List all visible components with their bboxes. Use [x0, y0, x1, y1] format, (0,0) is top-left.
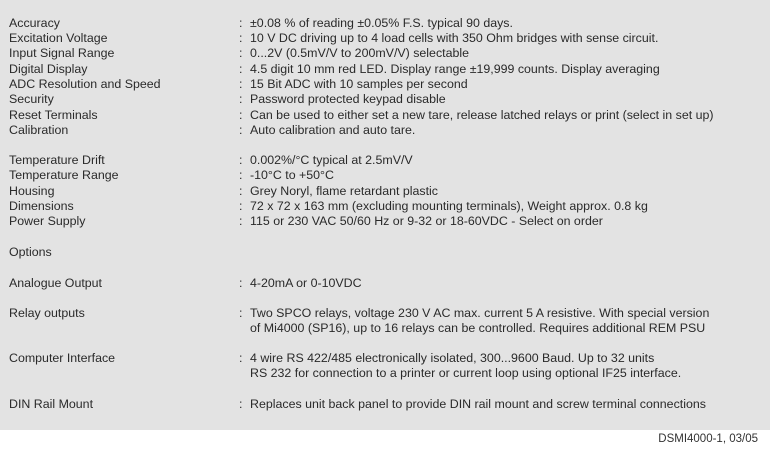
option-value-line: of Mi4000 (SP16), up to 16 relays can be controlled. Requires additional REM PSU — [250, 321, 706, 335]
colon: : — [239, 168, 243, 182]
spec-label: Reset Terminals — [9, 108, 98, 122]
colon: : — [239, 214, 243, 228]
spec-label: Digital Display — [9, 62, 88, 76]
option-label: DIN Rail Mount — [9, 397, 94, 411]
option-label: Analogue Output — [9, 276, 103, 290]
spec-value: Auto calibration and auto tare. — [250, 123, 416, 137]
spec-label: Temperature Drift — [9, 153, 105, 167]
colon: : — [239, 77, 243, 91]
spec-label: Housing — [9, 184, 55, 198]
colon: : — [239, 46, 243, 60]
colon: : — [239, 199, 243, 213]
colon: : — [239, 184, 243, 198]
spec-value: Grey Noryl, flame retardant plastic — [250, 184, 438, 198]
option-value-line: RS 232 for connection to a printer or current loop using optional IF25 interface. — [250, 366, 682, 380]
option-value: 4-20mA or 0-10VDC — [250, 276, 362, 290]
colon: : — [239, 153, 243, 167]
colon: : — [239, 276, 243, 290]
spec-label: Security — [9, 92, 54, 106]
spec-value: 72 x 72 x 163 mm (excluding mounting terminals), Weight approx. 0.8 kg — [250, 199, 648, 213]
spec-label: Accuracy — [9, 16, 60, 30]
spec-value: 10 V DC driving up to 4 load cells with 350 Ohm bridges with sense circuit. — [250, 31, 659, 45]
spec-value: 115 or 230 VAC 50/60 Hz or 9-32 or 18-60VDC - Select on order — [250, 214, 603, 228]
spec-value: ±0.08 % of reading ±0.05% F.S. typical 90 days. — [250, 16, 513, 30]
spec-label: ADC Resolution and Speed — [9, 77, 161, 91]
colon: : — [239, 92, 243, 106]
option-value-line: Two SPCO relays, voltage 230 V AC max. current 5 A resistive. With special version — [250, 306, 710, 320]
spec-value: 0.002%/°C typical at 2.5mV/V — [250, 153, 413, 167]
option-label: Relay outputs — [9, 306, 85, 320]
spec-value: Can be used to either set a new tare, release latched relays or print (select in set up) — [250, 108, 714, 122]
option-value-line: 4 wire RS 422/485 electronically isolated, 300...9600 Baud. Up to 32 units — [250, 351, 655, 365]
colon: : — [239, 108, 243, 122]
spec-label: Excitation Voltage — [9, 31, 108, 45]
colon: : — [239, 351, 243, 365]
colon: : — [239, 397, 243, 411]
colon: : — [239, 306, 243, 320]
option-label: Computer Interface — [9, 351, 116, 365]
document-reference: DSMI4000-1, 03/05 — [658, 433, 758, 445]
spec-label: Temperature Range — [9, 168, 119, 182]
colon: : — [239, 31, 243, 45]
spec-label: Input Signal Range — [9, 46, 115, 60]
spec-value: 4.5 digit 10 mm red LED. Display range ±19,999 counts. Display averaging — [250, 62, 660, 76]
spec-value: 0...2V (0.5mV/V to 200mV/V) selectable — [250, 46, 470, 60]
option-value: Replaces unit back panel to provide DIN rail mount and screw terminal connections — [250, 397, 706, 411]
spec-label: Power Supply — [9, 214, 86, 228]
spec-label: Calibration — [9, 123, 69, 137]
colon: : — [239, 16, 243, 30]
spec-value: Password protected keypad disable — [250, 92, 446, 106]
spec-value: -10°C to +50°C — [250, 168, 334, 182]
options-heading: Options — [9, 245, 52, 259]
spec-value: 15 Bit ADC with 10 samples per second — [250, 77, 468, 91]
colon: : — [239, 62, 243, 76]
colon: : — [239, 123, 243, 137]
spec-label: Dimensions — [9, 199, 74, 213]
option-value — [250, 306, 709, 336]
option-value — [250, 351, 681, 381]
